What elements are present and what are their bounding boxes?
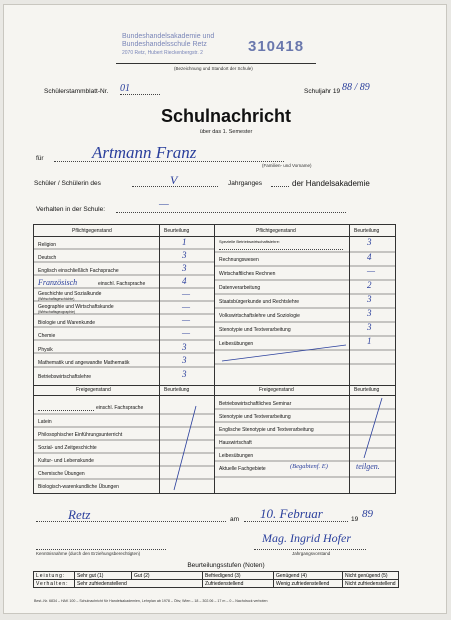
grade-biologie: — bbox=[182, 315, 191, 325]
class-label: Schüler / Schülerin des bbox=[34, 180, 101, 187]
optional-left-6: Biologisch-warenkundliche Übungen bbox=[38, 484, 119, 490]
subject-staatsbuergerkunde: Staatsbürgerkunde und Rechtslehre bbox=[219, 299, 300, 305]
compulsory-table bbox=[33, 224, 396, 386]
register-number: 01 bbox=[120, 83, 160, 95]
optional-grade-header-right: Beurteilung bbox=[354, 387, 380, 393]
scale-verhalten-4: Nicht zufriedenstellend bbox=[343, 580, 399, 588]
subject-bwl: Betriebswirtschaftslehre bbox=[38, 374, 92, 380]
grade-chemie: — bbox=[182, 328, 191, 338]
scale-verhalten-1: Sehr zufriedenstellend bbox=[75, 580, 203, 588]
grade-physik: 3 bbox=[182, 342, 187, 352]
grade-datenverarbeitung: 2 bbox=[367, 280, 372, 290]
name-label: für bbox=[36, 155, 44, 162]
subject-religion: Religion bbox=[38, 242, 57, 248]
grade-geschichte: — bbox=[182, 289, 191, 299]
optional-left-1: Latein bbox=[38, 419, 52, 425]
compulsory-grade-header-left: Beurteilung bbox=[164, 228, 190, 234]
student-name: Artmann Franz bbox=[92, 143, 197, 162]
subject-spezielle-bwl: Spezielle Betriebswirtschaftslehre: bbox=[219, 239, 280, 244]
subject-chemie: Chemie bbox=[38, 333, 56, 339]
name-caption: (Familien- und Vorname) bbox=[262, 163, 312, 168]
footer-order-number: Best.-Nr. 6834 – HAK 100 – Schulnachricht für Handelsakademien, Lehrplan ab 1978 – Öbv, Wien – 18 – 302.06 – 17 m – 0 – Nachdruck verboten bbox=[34, 599, 268, 603]
subject-leibesuebungen: Leibesübungen bbox=[219, 341, 254, 347]
subject-geschichte-sub: (Wirtschaftsgeschichte) bbox=[38, 297, 75, 301]
optional-subject-header-left: Freigegenstand bbox=[76, 387, 111, 393]
scale-row-leistung bbox=[34, 572, 399, 580]
grade-spezielle-bwl: 3 bbox=[367, 237, 372, 247]
year-label: Schuljahr 19 bbox=[304, 88, 341, 95]
school-stamp bbox=[122, 33, 214, 57]
scale-row-verhalten bbox=[34, 580, 399, 588]
scale-verhalten-2: Zufriedenstellend bbox=[203, 580, 274, 588]
optional-left-0: einschl. Fachsprache bbox=[96, 405, 144, 411]
scale-leistung-2: Gut (2) bbox=[132, 572, 203, 580]
optional-right-grade: teilgen. bbox=[356, 462, 380, 471]
optional-right-5: Aktuelle Fachgebiete bbox=[219, 466, 266, 472]
optional-right-1: Stenotypie und Textverarbeitung bbox=[219, 414, 291, 420]
date-am-label: am bbox=[230, 516, 240, 523]
class-level: V bbox=[170, 173, 178, 187]
school-year: 88 / 89 bbox=[342, 82, 370, 93]
grade-geographie: — bbox=[182, 302, 191, 312]
grade-volkswirtschaftslehre: 3 bbox=[367, 308, 372, 318]
scale-verhalten-3: Wenig zufriedenstellend bbox=[274, 580, 343, 588]
strike-line-optional-left bbox=[174, 406, 196, 490]
subject-datenverarbeitung: Datenverarbeitung bbox=[219, 285, 261, 291]
jahrgang-label: Jahrganges bbox=[228, 180, 262, 187]
behaviour-label: Verhalten in der Schule: bbox=[36, 206, 106, 213]
stamp-line-1: Bundeshandelsakademie und bbox=[122, 33, 215, 40]
optional-table bbox=[33, 384, 396, 494]
school-line bbox=[116, 63, 316, 64]
grade-rechnungswesen: 4 bbox=[367, 252, 372, 262]
scale-leistung-5: Nicht genügend (5) bbox=[343, 572, 399, 580]
school-caption: (Bezeichnung und Standort der Schule) bbox=[174, 66, 253, 71]
optional-row-lines bbox=[34, 384, 395, 493]
subject-volkswirtschaftslehre: Volkswirtschaftslehre und Soziologie bbox=[219, 313, 300, 319]
subject-geschichte: Geschichte und Sozialkunde bbox=[38, 291, 102, 297]
compulsory-subject-header-left: Pflichtgegenstand bbox=[72, 228, 112, 234]
grade-religion: 1 bbox=[182, 237, 187, 247]
strike-line-compulsory bbox=[222, 345, 346, 361]
subject-deutsch: Deutsch bbox=[38, 255, 57, 261]
scale-verhalten-label: Verhalten: bbox=[34, 580, 75, 588]
subject-geographie: Geographie und Wirtschaftskunde bbox=[38, 304, 114, 310]
jahrgang-line bbox=[271, 186, 289, 187]
scale-leistung-4: Genügend (4) bbox=[274, 572, 343, 580]
parent-signature-line bbox=[36, 549, 166, 550]
document-title: Schulnachricht bbox=[160, 106, 292, 126]
strike-line-optional-right bbox=[364, 398, 382, 458]
grading-scale bbox=[33, 571, 399, 588]
subject-geographie-sub: (Wirtschaftsgeographie) bbox=[38, 310, 76, 314]
optional-right-3: Hauswirtschaft bbox=[219, 440, 252, 446]
optional-left-5: Chemische Übungen bbox=[38, 471, 85, 477]
compulsory-subject-header-right: Pflichtgegenstand bbox=[256, 228, 296, 234]
compulsory-grade-header-right: Beurteilung bbox=[354, 228, 380, 234]
date: 10. Februar bbox=[260, 506, 323, 521]
subject-second-language-handwritten: Französisch bbox=[38, 278, 78, 287]
date-year-label: 19 bbox=[351, 516, 359, 523]
grade-leibesuebungen: 1 bbox=[367, 336, 372, 346]
teacher-signature-line bbox=[254, 549, 366, 550]
optional-grade-header-left: Beurteilung bbox=[164, 387, 190, 393]
document-subtitle: über das 1. Semester bbox=[199, 129, 253, 135]
scale-leistung-1: Sehr gut (1) bbox=[75, 572, 132, 580]
place-line bbox=[36, 521, 226, 522]
subject-stenotypie: Stenotypie und Textverarbeitung bbox=[219, 327, 291, 333]
subject-englisch: Englisch einschließlich Fachsprache bbox=[38, 268, 119, 274]
scale-title: Beurteilungsstufen (Noten) bbox=[187, 562, 265, 569]
stamp-line-2: Bundeshandelsschule Retz bbox=[122, 41, 207, 48]
place: Retz bbox=[68, 507, 91, 522]
subject-rechnungswesen: Rechnungswesen bbox=[219, 257, 259, 263]
school-type: der Handelsakademie bbox=[292, 179, 370, 188]
row-lines bbox=[34, 225, 395, 385]
optional-right-note: (Begabtenf. E) bbox=[290, 463, 328, 470]
teacher-caption: Jahrgangsvorstand bbox=[292, 551, 331, 556]
optional-left-3: Sozial- und Zeitgeschichte bbox=[38, 445, 97, 451]
stamp-line-3: 2070 Retz, Hubert Rieckenbergstr. 2 bbox=[122, 50, 203, 56]
subject-second-language: einschl. Fachsprache bbox=[98, 281, 146, 287]
subject-mathematik: Mathematik und angewandte Mathematik bbox=[38, 360, 130, 366]
grade-deutsch: 3 bbox=[182, 250, 187, 260]
subject-biologie: Biologie und Warenkunde bbox=[38, 320, 96, 326]
optional-left-2: Philosophischer Einführungsunterricht bbox=[38, 432, 123, 438]
grade-wirtschaftliches-rechnen: — bbox=[367, 266, 376, 276]
optional-left-4: Kultur- und Lebenskunde bbox=[38, 458, 94, 464]
subject-wirtschaftliches-rechnen: Wirtschaftliches Rechnen bbox=[219, 271, 276, 277]
parent-caption: Kenntnisnahme (durch den Erziehungsberechtigten) bbox=[36, 551, 141, 556]
behaviour-value: — bbox=[159, 198, 169, 210]
optional-right-4: Leibesübungen bbox=[219, 453, 254, 459]
grade-stenotypie: 3 bbox=[367, 322, 372, 332]
grade-englisch: 3 bbox=[182, 263, 187, 273]
subject-physik: Physik bbox=[38, 347, 53, 353]
behaviour-line bbox=[116, 212, 346, 213]
scale-leistung-label: Leistung: bbox=[34, 572, 75, 580]
grade-mathematik: 3 bbox=[182, 355, 187, 365]
grade-bwl: 3 bbox=[182, 369, 187, 379]
report-card-page bbox=[3, 4, 447, 614]
grade-staatsbuergerkunde: 3 bbox=[367, 294, 372, 304]
grade-second-language: 4 bbox=[182, 276, 187, 286]
optional-right-2: Englische Stenotypie und Textverarbeitung bbox=[219, 427, 314, 433]
optional-right-0: Betriebswirtschaftliches Seminar bbox=[219, 401, 292, 407]
teacher-signature: Mag. Ingrid Hofer bbox=[262, 531, 351, 545]
register-label: Schülerstammblatt-Nr. bbox=[44, 88, 109, 95]
stamp-number: 310418 bbox=[248, 38, 305, 55]
optional-subject-header-right: Freigegenstand bbox=[259, 387, 294, 393]
date-year: 89 bbox=[362, 508, 373, 520]
scale-leistung-3: Befriedigend (3) bbox=[203, 572, 274, 580]
